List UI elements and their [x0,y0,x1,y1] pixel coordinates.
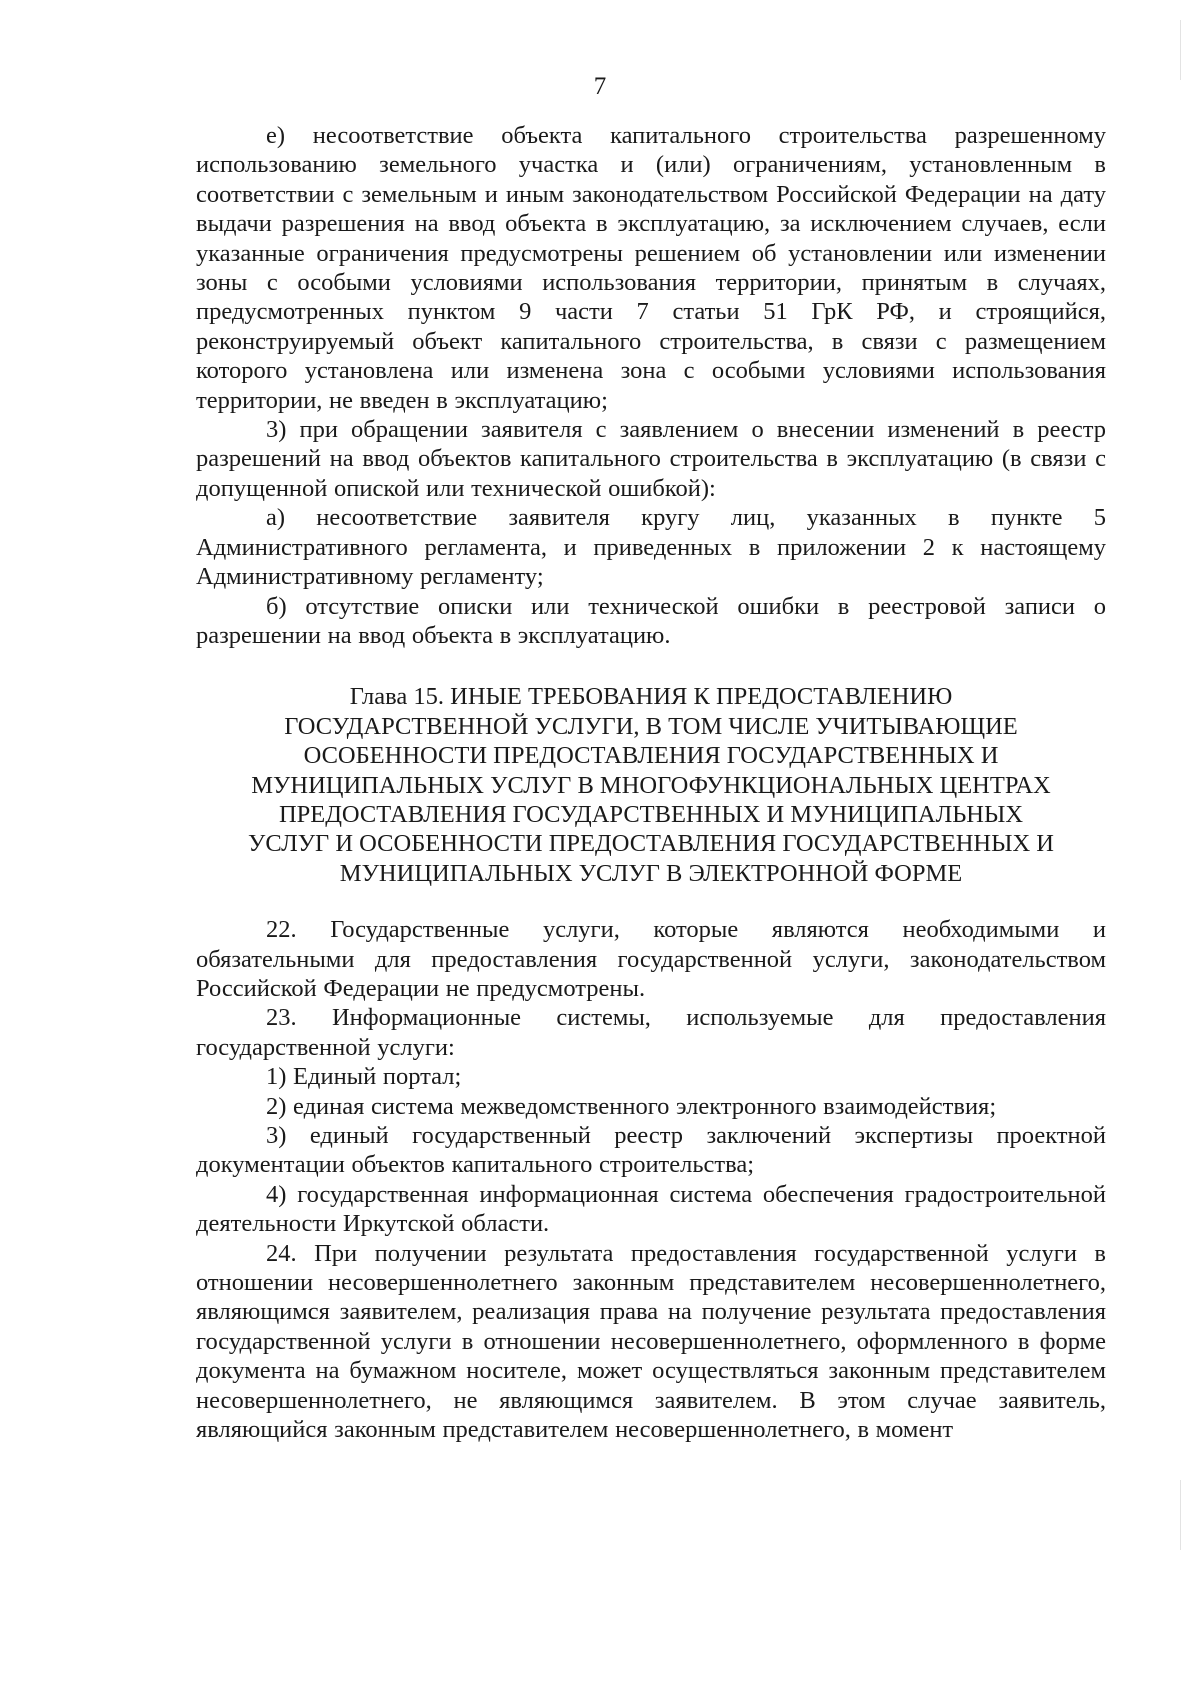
paragraph-23-item-2: 2) единая система межведомственного электронного взаимодействия; [266,1092,997,1120]
scan-edge-mark [1180,1480,1181,1550]
paragraph-24: 24. При получении результата предоставления государственной услуги в отношении несовершеннолетнего законным представителем несовершеннолетнего, являющимся заявителем, реализация права на получение результата предоставления государственной услуги в отношении несовершеннолетнего, оформленного в форме документа на бумажном носителе, может осуществляться законным представителем несовершеннолетнего, не являющимся заявителем. В этом случае заявитель, являющийся законным представителем несовершеннолетнего, в момент [196,1239,1106,1444]
document-body [196,121,1106,1444]
paragraph-b: б) отсутствие описки или технической ошибки в реестровой записи о разрешении на ввод объекта в эксплуатацию. [196,592,1106,649]
heading-line: Глава 15. ИНЫЕ ТРЕБОВАНИЯ К ПРЕДОСТАВЛЕНИЮ [349,683,953,711]
paragraph-a: а) несоответствие заявителя кругу лиц, указанных в пункте 5 Административного регламента, и приведенных в приложении 2 к настоящему Административному регламенту; [196,504,1106,591]
heading-line: МУНИЦИПАЛЬНЫХ УСЛУГ В ЭЛЕКТРОННОЙ ФОРМЕ [339,859,963,887]
heading-line: ОСОБЕННОСТИ ПРЕДОСТАВЛЕНИЯ ГОСУДАРСТВЕННЫХ И [303,742,999,770]
scan-edge-mark [1180,20,1181,80]
heading-line: УСЛУГ И ОСОБЕННОСТИ ПРЕДОСТАВЛЕНИЯ ГОСУДАРСТВЕННЫХ И [248,830,1054,858]
paragraph-23-item-3: 3) единый государственный реестр заключений экспертизы проектной документации объектов капитального строительства; [196,1122,1106,1179]
heading-line: МУНИЦИПАЛЬНЫХ УСЛУГ В МНОГОФУНКЦИОНАЛЬНЫХ ЦЕНТРАХ [251,771,1051,799]
paragraph-e: е) несоответствие объекта капитального строительства разрешенному использованию земельного участка и (или) ограничениям, установленным в соответствии с земельным и иным законодательством Российской Федерации на дату выдачи разрешения на ввод объекта в эксплуатацию, за исключением случаев, если указанные ограничения предусмотрены решением об установлении или изменении зоны с особыми условиями использования территории, принятым в случаях, предусмотренных пунктом 9 части 7 статьи 51 ГрК РФ, и строящийся, реконструируемый объект капитального строительства, в связи с размещением которого установлена или изменена зона с особыми условиями использования территории, не введен в эксплуатацию; [196,122,1106,414]
paragraph-23-item-1: 1) Единый портал; [266,1063,462,1091]
heading-line: ПРЕДОСТАВЛЕНИЯ ГОСУДАРСТВЕННЫХ И МУНИЦИПАЛЬНЫХ [278,800,1024,828]
page-number: 7 [593,73,607,100]
heading-line: ГОСУДАРСТВЕННОЙ УСЛУГИ, В ТОМ ЧИСЛЕ УЧИТЫВАЮЩИЕ [284,712,1018,740]
paragraph-23-item-4: 4) государственная информационная система обеспечения градостроительной деятельности Иркутской области. [196,1180,1106,1238]
paragraph-23: 23. Информационные системы, используемые для предоставления государственной услуги: [196,1004,1106,1061]
paragraph-22: 22. Государственные услуги, которые являются необходимыми и обязательными для предоставления государственной услуги, законодательством Российской Федерации не предусмотрены. [196,916,1106,1002]
chapter-heading [196,682,1106,888]
paragraph-3: 3) при обращении заявителя с заявлением о внесении изменений в реестр разрешений на ввод объектов капитального строительства в эксплуатацию (в связи с допущенной опиской или технической ошибкой): [196,416,1106,502]
